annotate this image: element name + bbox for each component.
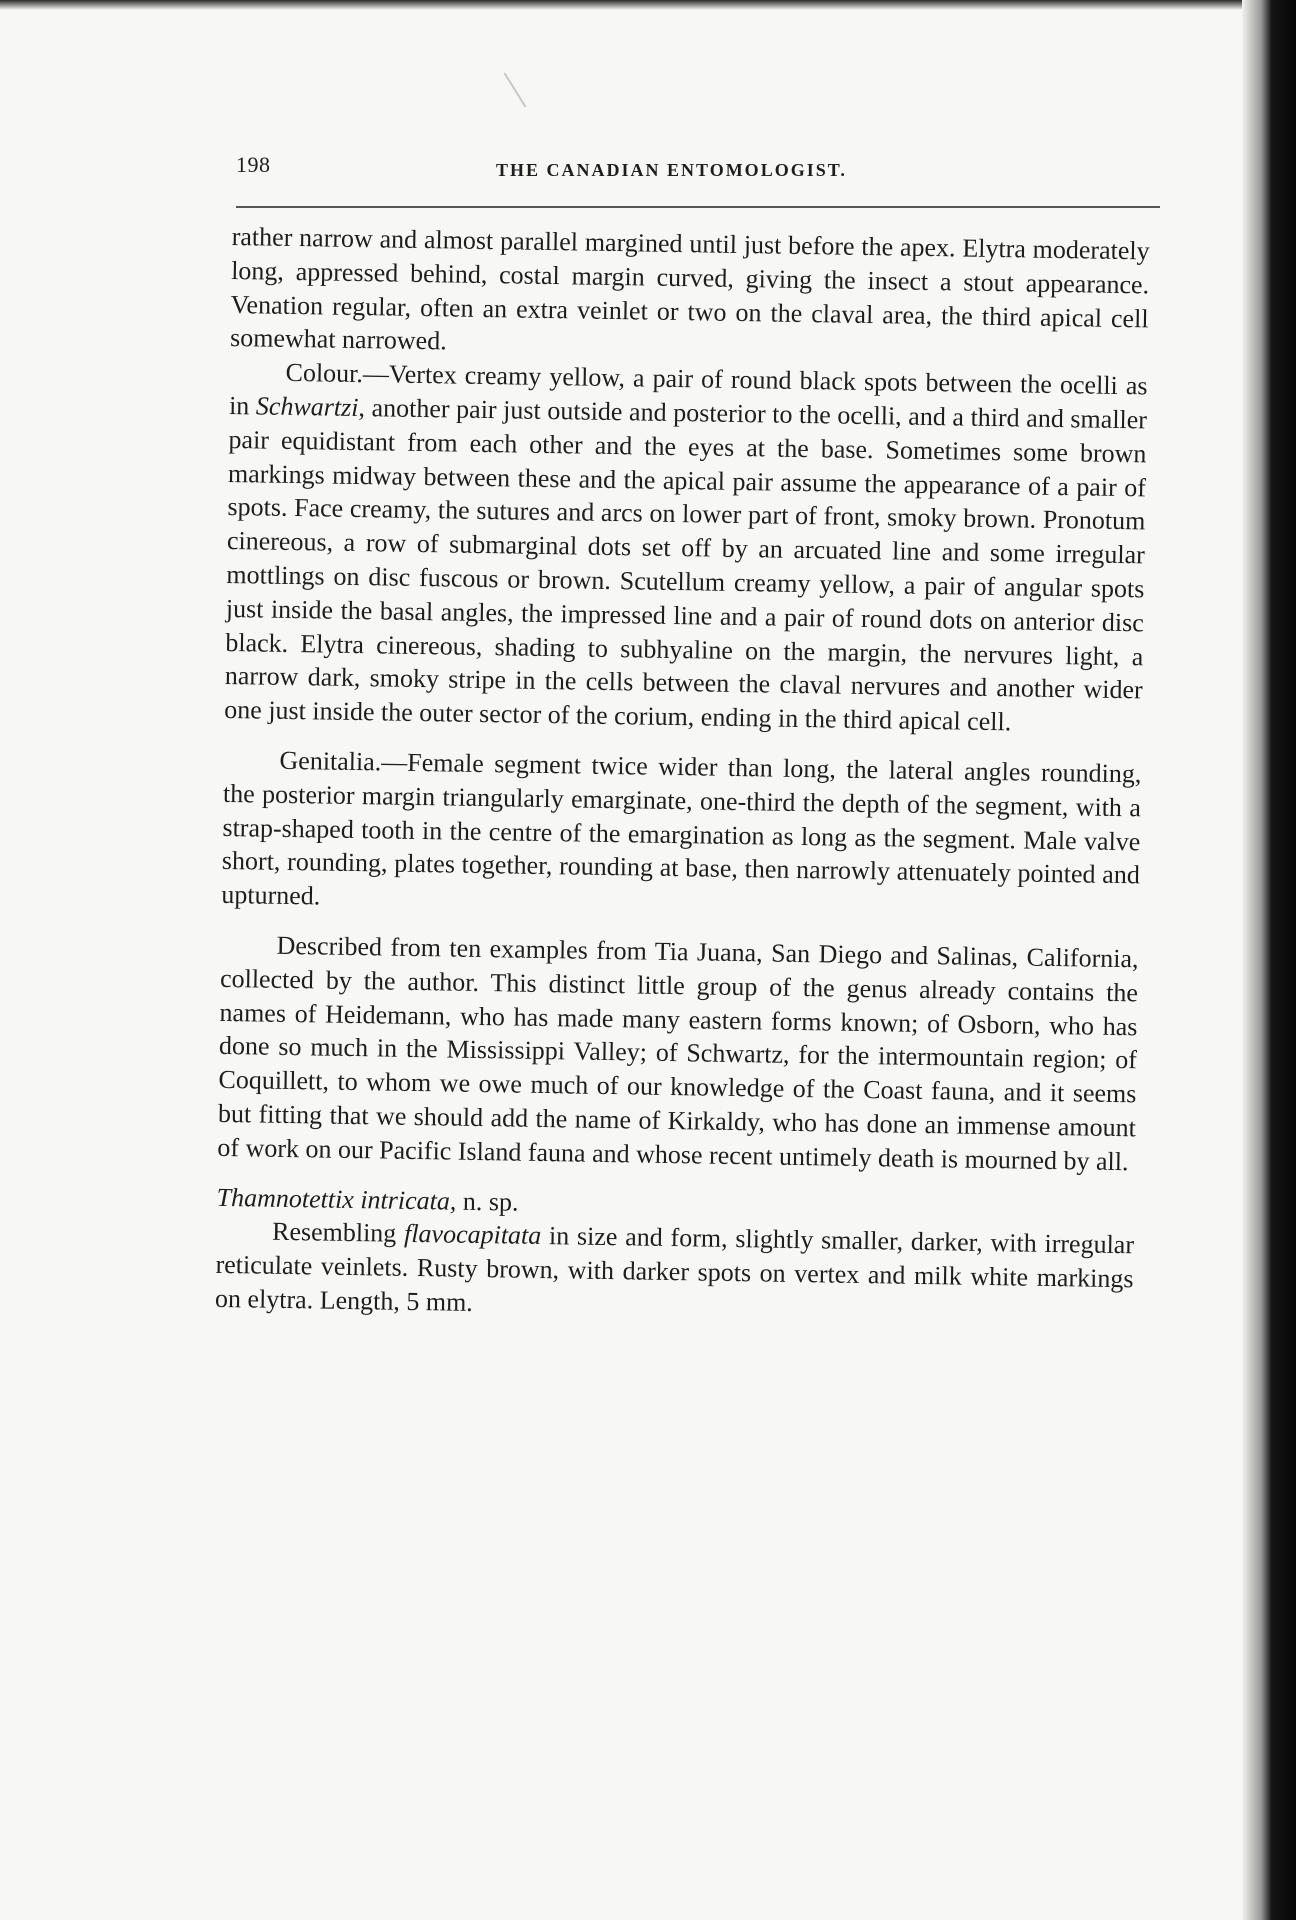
species-status: n. sp. [456, 1186, 519, 1217]
page-top-shadow [0, 0, 1296, 10]
colour-text-start: Colour.—Vertex creamy yellow, a pair of round black spots between the ocelli as in [228, 358, 1148, 421]
paragraph-description [215, 1214, 1134, 1330]
species-name: Thamnotettix intricata, [216, 1182, 457, 1216]
book-binding-edge [1242, 0, 1296, 1920]
running-title: THE CANADIAN ENTOMOLOGIST. [496, 160, 847, 180]
page-header [236, 150, 1166, 190]
header-rule [236, 206, 1160, 208]
paper-crease-mark [504, 73, 527, 108]
paragraph-colour [224, 355, 1148, 741]
body-text [215, 220, 1150, 1330]
schwartzi-name: Schwartzi [255, 391, 359, 422]
paragraph-described: Described from ten examples from Tia Juana, San Diego and Salinas, California, collected by the author. This distinct little group of the genus already contains the names of Heidemann, who has made many eastern forms known; of Osborn, who has done so much in the Mississippi Valley; of Schwartz, for the intermountain region; of Coquillett, to whom we owe much of our knowledge of the Coast fauna, and it seems but fitting that we should add the name of Kirkaldy, who has done an immense amount of work on our Pacific Island fauna and whose recent untimely death is mourned by all. [217, 930, 1139, 1176]
paragraph-genitalia: Genitalia.—Female segment twice wider than long, the lateral angles rounding, the posterior margin triangularly emarginate, one-third the depth of the segment, with a strap-shaped tooth in the centre of the emargination as long as the segment. Male valve short, rounding, plates together, rounding at base, then narrowly attenuately pointed and upturned. [221, 745, 1142, 911]
paragraph-continuation: rather narrow and almost parallel margined until just before the apex. Elytra moderately long, appressed behind, costal margin curved, giving the insect a stout appearance. Venation regular, often an extra veinlet or two on the claval area, the third apical cell somewhat narrowed. [229, 221, 1150, 356]
colour-text-end: , another pair just outside and posterior to the ocelli, and a third and smaller pair equidistant from each other and the eyes at the base. Sometimes some brown markings midway between these and the apical pair assume the appearance of a pair of spots. Face creamy, the sutures and arcs on lower part of front, smoky brown. Pronotum cinereous, a row of submarginal dots set off by an arcuated line and some irregular mottlings on disc fuscous or brown. Scutellum creamy yellow, a pair of angular spots just inside the basal angles, the impressed line and a pair of round dots on anterior disc black. Elytra cinereous, shading to subhyaline on the margin, the nervures light, a narrow dark, smoky stripe in the cells between the claval nervures and another wider one just inside the outer sector of the corium, ending in the third apical cell. [224, 392, 1148, 737]
description-text-end: in size and form, slightly smaller, darker, with irregular reticulate veinlets. Rusty brown, with darker spots on vertex and milk white markings on elytra. Length, 5 mm. [214, 1221, 1135, 1317]
description-text-start: Resembling [271, 1217, 405, 1249]
flavocapitata-name: flavocapitata [403, 1219, 542, 1251]
page-number: 198 [236, 152, 271, 177]
